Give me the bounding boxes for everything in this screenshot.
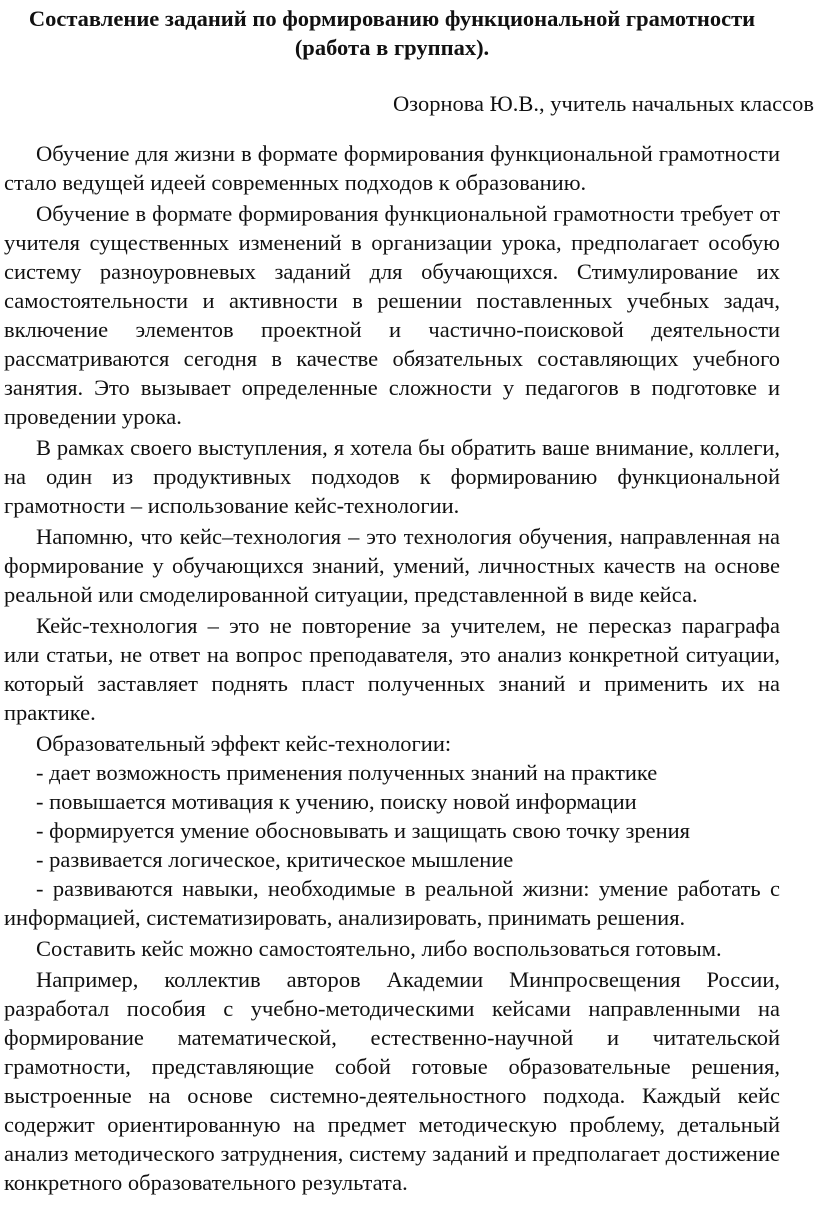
paragraph: Составить кейс можно самостоятельно, либо воспользоваться готовым.	[36, 936, 722, 961]
effect-item: - формируется умение обосновывать и защищать свою точку зрения	[36, 818, 691, 843]
paragraph: Обучение для жизни в формате формирования функциональной грамотности стало ведущей идеей современных подходов к образованию.	[4, 141, 780, 195]
document-title	[4, 4, 780, 62]
paragraph: Кейс-технология – это не повторение за учителем, не пересказ параграфа или статьи, не ответ на вопрос преподавателя, это анализ конкретной ситуации, который заставляет поднять пласт полученных знаний и применить их на практике.	[4, 613, 780, 725]
title-line-1: Составление заданий по формированию функциональной грамотности	[28, 6, 756, 31]
paragraph: Напомню, что кейс–технология – это технология обучения, направленная на формирование у обучающихся знаний, умений, личностных качеств на основе реальной или смоделированной ситуации, представленной в виде кейса.	[4, 524, 780, 607]
effect-item: - дает возможность применения полученных знаний на практике	[36, 760, 658, 785]
paragraph: Например, коллектив авторов Академии Минпросвещения России, разработал пособия с учебно-методическими кейсами направленными на формирование математической, естественно-научной и читательской грамотности, представляющие собой готовые образовательные решения, выстроенные на основе системно-деятельностного подхода. Каждый кейс содержит ориентированную на предмет методическую проблему, детальный анализ методического затруднения, систему заданий и предполагает достижение конкретного образовательного результата.	[4, 967, 780, 1195]
title-line-2: (работа в группах).	[294, 35, 490, 60]
effects-heading: Образовательный эффект кейс-технологии:	[36, 731, 452, 756]
paragraph: В рамках своего выступления, я хотела бы обратить ваше внимание, коллеги, на один из продуктивных подходов к формированию функциональной грамотности – использование кейс-технологии.	[4, 435, 780, 518]
paragraph: Обучение в формате формирования функциональной грамотности требует от учителя существенных изменений в организации урока, предполагает особую систему разноуровневых заданий для обучающихся. Стимулирование их самостоятельности и активности в решении поставленных учебных задач, включение элементов проектной и частично-поисковой деятельности рассматриваются сегодня в качестве обязательных составляющих учебного занятия. Это вызывает определенные сложности у педагогов в подготовке и проведении урока.	[4, 201, 780, 429]
effect-item: - развиваются навыки, необходимые в реальной жизни: умение работать с информацией, систематизировать, анализировать, принимать решения.	[4, 876, 780, 930]
effect-item: - повышается мотивация к учению, поиску новой информации	[36, 789, 637, 814]
effect-item: - развивается логическое, критическое мышление	[36, 847, 514, 872]
author-line: Озорнова Ю.В., учитель начальных классов	[392, 91, 814, 116]
